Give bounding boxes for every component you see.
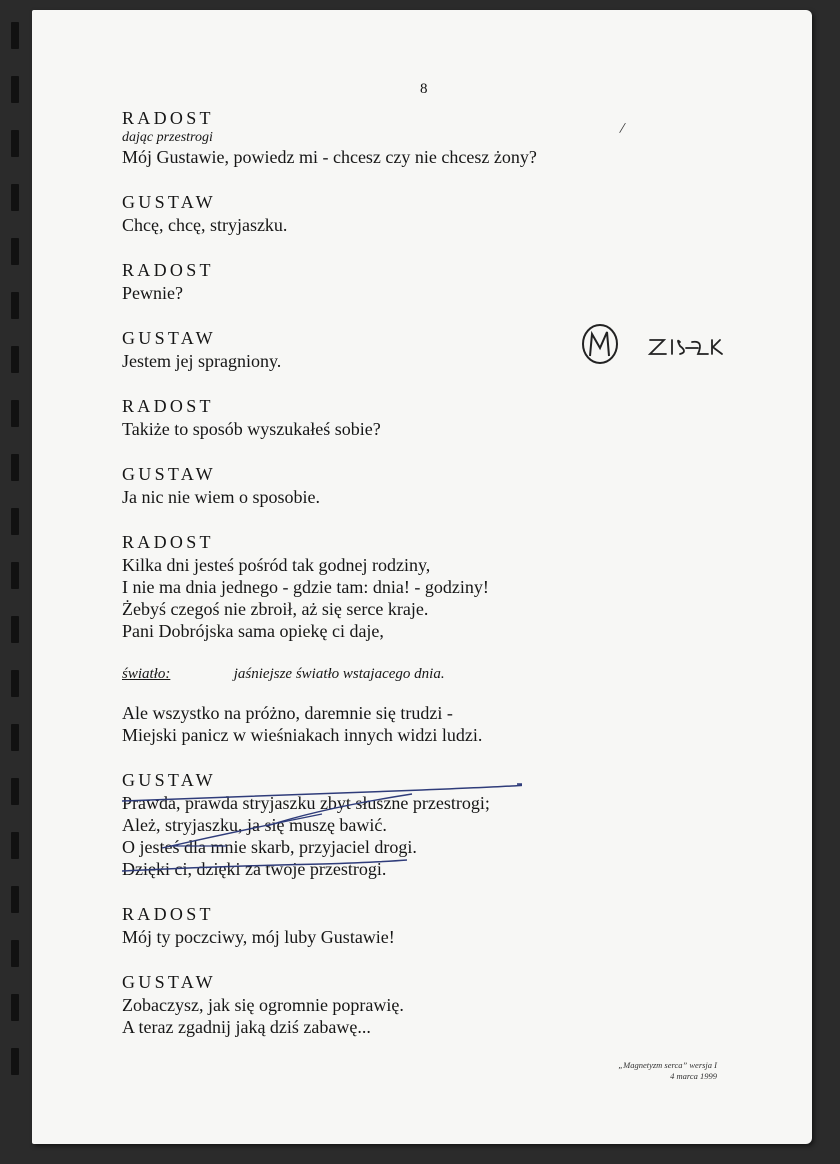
binding-hole <box>11 940 19 967</box>
struck-dialogue-block <box>122 768 682 880</box>
dialogue-line: Ale wszystko na próżno, daremnie się trudzi - <box>122 703 453 723</box>
binding-hole <box>11 670 19 697</box>
binding-hole <box>11 76 19 103</box>
dialogue-continuation <box>122 702 682 746</box>
speaker-name: GUSTAW <box>122 328 216 348</box>
dialogue-line: O jesteś dla mnie skarb, przyjaciel drogi. <box>122 837 417 857</box>
speaker-name: GUSTAW <box>122 192 216 212</box>
binding-hole <box>11 994 19 1021</box>
binding-hole <box>11 22 19 49</box>
binding-hole <box>11 292 19 319</box>
dialogue-block <box>122 258 682 304</box>
note-text: jaśniejsze światło wstajacego dnia. <box>233 666 445 682</box>
binding-hole <box>11 616 19 643</box>
note-label: światło: <box>122 666 171 682</box>
stage-direction: dając przestrogi <box>122 130 213 145</box>
speaker-name: RADOST <box>122 260 214 280</box>
dialogue-line: Ależ, stryjaszku, ja się muszę bawić. <box>122 815 387 835</box>
speaker-name: GUSTAW <box>122 464 216 484</box>
dialogue-block <box>122 394 682 440</box>
binding-hole <box>11 1048 19 1075</box>
dialogue-block <box>122 190 682 236</box>
dialogue-block <box>122 462 682 508</box>
binding-hole <box>11 184 19 211</box>
dialogue-line: Mój ty poczciwy, mój luby Gustawie! <box>122 927 395 947</box>
binding-hole <box>11 508 19 535</box>
dialogue-block <box>122 106 682 168</box>
binding-hole <box>11 562 19 589</box>
page-number: 8 <box>420 81 428 97</box>
binding-hole <box>11 400 19 427</box>
binding-hole <box>11 724 19 751</box>
dialogue-line: Takiże to sposób wyszukałeś sobie? <box>122 419 381 439</box>
speaker-name: RADOST <box>122 904 214 924</box>
dialogue-line: Zobaczysz, jak się ogromnie poprawię. <box>122 995 404 1015</box>
dialogue-line: Prawda, prawda stryjaszku zbyt słuszne przestrogi; <box>122 793 490 813</box>
dialogue-line: Pani Dobrójska sama opiekę ci daje, <box>122 621 384 641</box>
binding-hole <box>11 832 19 859</box>
binding-hole <box>11 130 19 157</box>
speaker-name: RADOST <box>122 396 214 416</box>
dialogue-block <box>122 902 682 948</box>
dialogue-block <box>122 970 682 1038</box>
footer-title: „Magnetyzm serca” wersja I <box>618 1060 717 1070</box>
dialogue-line: Ja nic nie wiem o sposobie. <box>122 487 320 507</box>
lighting-note <box>122 664 682 684</box>
script-page <box>32 10 812 1144</box>
binding-hole <box>11 238 19 265</box>
dialogue-line: Chcę, chcę, stryjaszku. <box>122 215 288 235</box>
speaker-name: GUSTAW <box>122 770 216 790</box>
footer-date: 4 marca 1999 <box>670 1071 717 1081</box>
binding-hole <box>11 886 19 913</box>
dialogue-block <box>122 530 682 642</box>
binding-hole <box>11 346 19 373</box>
dialogue-line: Miejski panicz w wieśniakach innych widzi ludzi. <box>122 725 483 745</box>
dialogue-line: Pewnie? <box>122 283 183 303</box>
binding-hole <box>11 778 19 805</box>
dialogue-line: Żebyś czegoś nie zbroił, aż się serce kraje. <box>122 599 429 619</box>
stray-pen-mark: / <box>618 119 627 138</box>
binding-hole <box>11 454 19 481</box>
dialogue-line: Dzięki ci, dzięki za twoje przestrogi. <box>122 859 387 879</box>
dialogue-block <box>122 326 682 372</box>
script-body <box>122 106 682 1060</box>
dialogue-line: Kilka dni jesteś pośród tak godnej rodziny, <box>122 555 431 575</box>
speaker-name: RADOST <box>122 532 214 552</box>
page-footer <box>617 1060 717 1082</box>
dialogue-line: Jestem jej spragniony. <box>122 351 282 371</box>
dialogue-line: I nie ma dnia jednego - gdzie tam: dnia! - godziny! <box>122 577 489 597</box>
speaker-name: RADOST <box>122 108 214 128</box>
speaker-name: GUSTAW <box>122 972 216 992</box>
dialogue-line: Mój Gustawie, powiedz mi - chcesz czy nie chcesz żony? <box>122 147 537 167</box>
dialogue-line: A teraz zgadnij jaką dziś zabawę... <box>122 1017 371 1037</box>
